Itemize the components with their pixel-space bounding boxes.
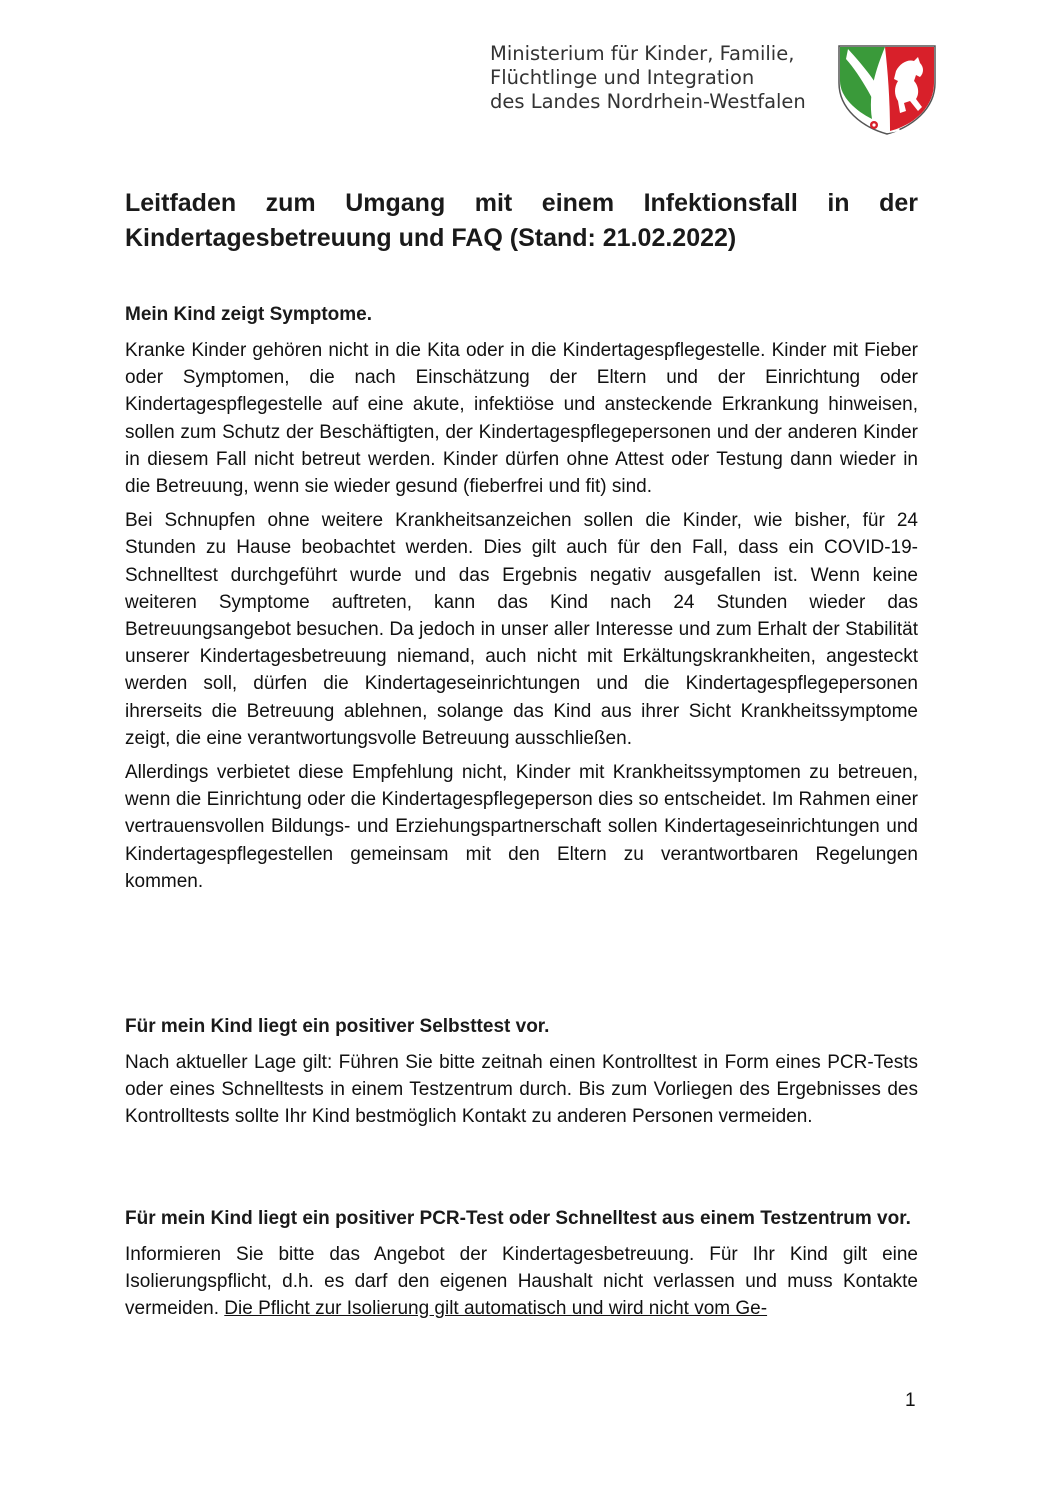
ministry-header xyxy=(490,42,810,114)
section-paragraph xyxy=(125,1241,918,1323)
section-self-test xyxy=(125,1014,918,1131)
document-title-line-2: Kindertagesbetreuung und FAQ (Stand: 21.02.2022) xyxy=(125,224,737,252)
section-pcr-test xyxy=(125,1206,918,1323)
paragraph-text: Informieren Sie bitte das Angebot der Kindertagesbetreuung. Für Ihr Kind gilt eine Isolierungspflicht, d.h. es darf den eigenen Haushalt nicht verlassen und muss Kontakte vermeiden. xyxy=(125,1244,918,1320)
section-heading: Für mein Kind liegt ein positiver Selbsttest vor. xyxy=(125,1016,550,1037)
underlined-text: Die Pflicht zur Isolierung gilt automatisch und wird nicht vom Ge- xyxy=(224,1298,768,1320)
section-paragraph: Kranke Kinder gehören nicht in die Kita oder in die Kindertagespflegestelle. Kinder mit Fieber oder Symptomen, die nach Einschätzung der Eltern und der Einrichtung oder Kindertagespflegestelle auf eine akute, infektiöse und ansteckende Erkrankung hinweisen, sollen zum Schutz der Beschäftigten, der Kindertagespflegepersonen und der anderen Kinder in diesem Fall nicht betreut werden. Kinder dürfen ohne Attest oder Testung dann wieder in die Betreuung, wenn sie wieder gesund (fieberfrei und fit) sind. xyxy=(125,340,918,498)
ministry-line-1: Ministerium für Kinder, Familie, xyxy=(490,42,795,65)
nrw-coat-of-arms-icon xyxy=(838,45,936,135)
section-paragraph: Nach aktueller Lage gilt: Führen Sie bitte zeitnah einen Kontrolltest in Form eines PCR-Tests oder eines Schnelltests in einem Testzentrum durch. Bis zum Vorliegen des Ergebnisses des Kontrolltests sollte Ihr Kind bestmöglich Kontakt zu anderen Personen vermeiden. xyxy=(125,1052,918,1128)
document-title-line-1: Leitfaden zum Umgang mit einem Infektionsfall in der xyxy=(125,189,918,217)
section-heading: Mein Kind zeigt Symptome. xyxy=(125,304,373,325)
section-paragraph: Bei Schnupfen ohne weitere Krankheitsanzeichen sollen die Kinder, wie bisher, für 24 Stunden zu Hause beobachtet werden. Dies gilt auch für den Fall, dass ein COVID-19-Schnelltest durchgeführt wurde und das Ergebnis negativ ausgefallen ist. Wenn keine weiteren Symptome auftreten, kann das Kind nach 24 Stunden wieder das Betreuungsangebot besuchen. Da jedoch in unser aller Interesse und zum Erhalt der Stabilität unserer Kindertagesbetreuung niemand, auch nicht mit Erkältungskrankheiten, angesteckt werden soll, dürfen die Kindertageseinrichtungen und die Kindertagespflegepersonen ihrerseits die Betreuung ablehnen, solange das Kind aus ihrer Sicht Krankheitssymptome zeigt, die eine verantwortungsvolle Betreuung ausschließen. xyxy=(125,510,918,749)
section-paragraph: Allerdings verbietet diese Empfehlung nicht, Kinder mit Krankheitssymptomen zu betreuen, wenn die Einrichtung oder die Kindertagespflegeperson dies so entscheidet. Im Rahmen einer vertrauensvollen Bildungs- und Erziehungspartnerschaft sollen Kindertageseinrichtungen und Kindertagespflegestellen gemeinsam mit den Eltern zu verantwortbaren Regelungen kommen. xyxy=(125,762,918,892)
page-number: 1 xyxy=(905,1390,916,1411)
section-heading: Für mein Kind liegt ein positiver PCR-Test oder Schnelltest aus einem Testzentrum vor. xyxy=(125,1208,911,1229)
ministry-line-2: Flüchtlinge und Integration xyxy=(490,66,755,89)
document-title xyxy=(125,186,918,256)
ministry-line-3: des Landes Nordrhein-Westfalen xyxy=(490,90,806,113)
section-symptoms xyxy=(125,302,918,895)
